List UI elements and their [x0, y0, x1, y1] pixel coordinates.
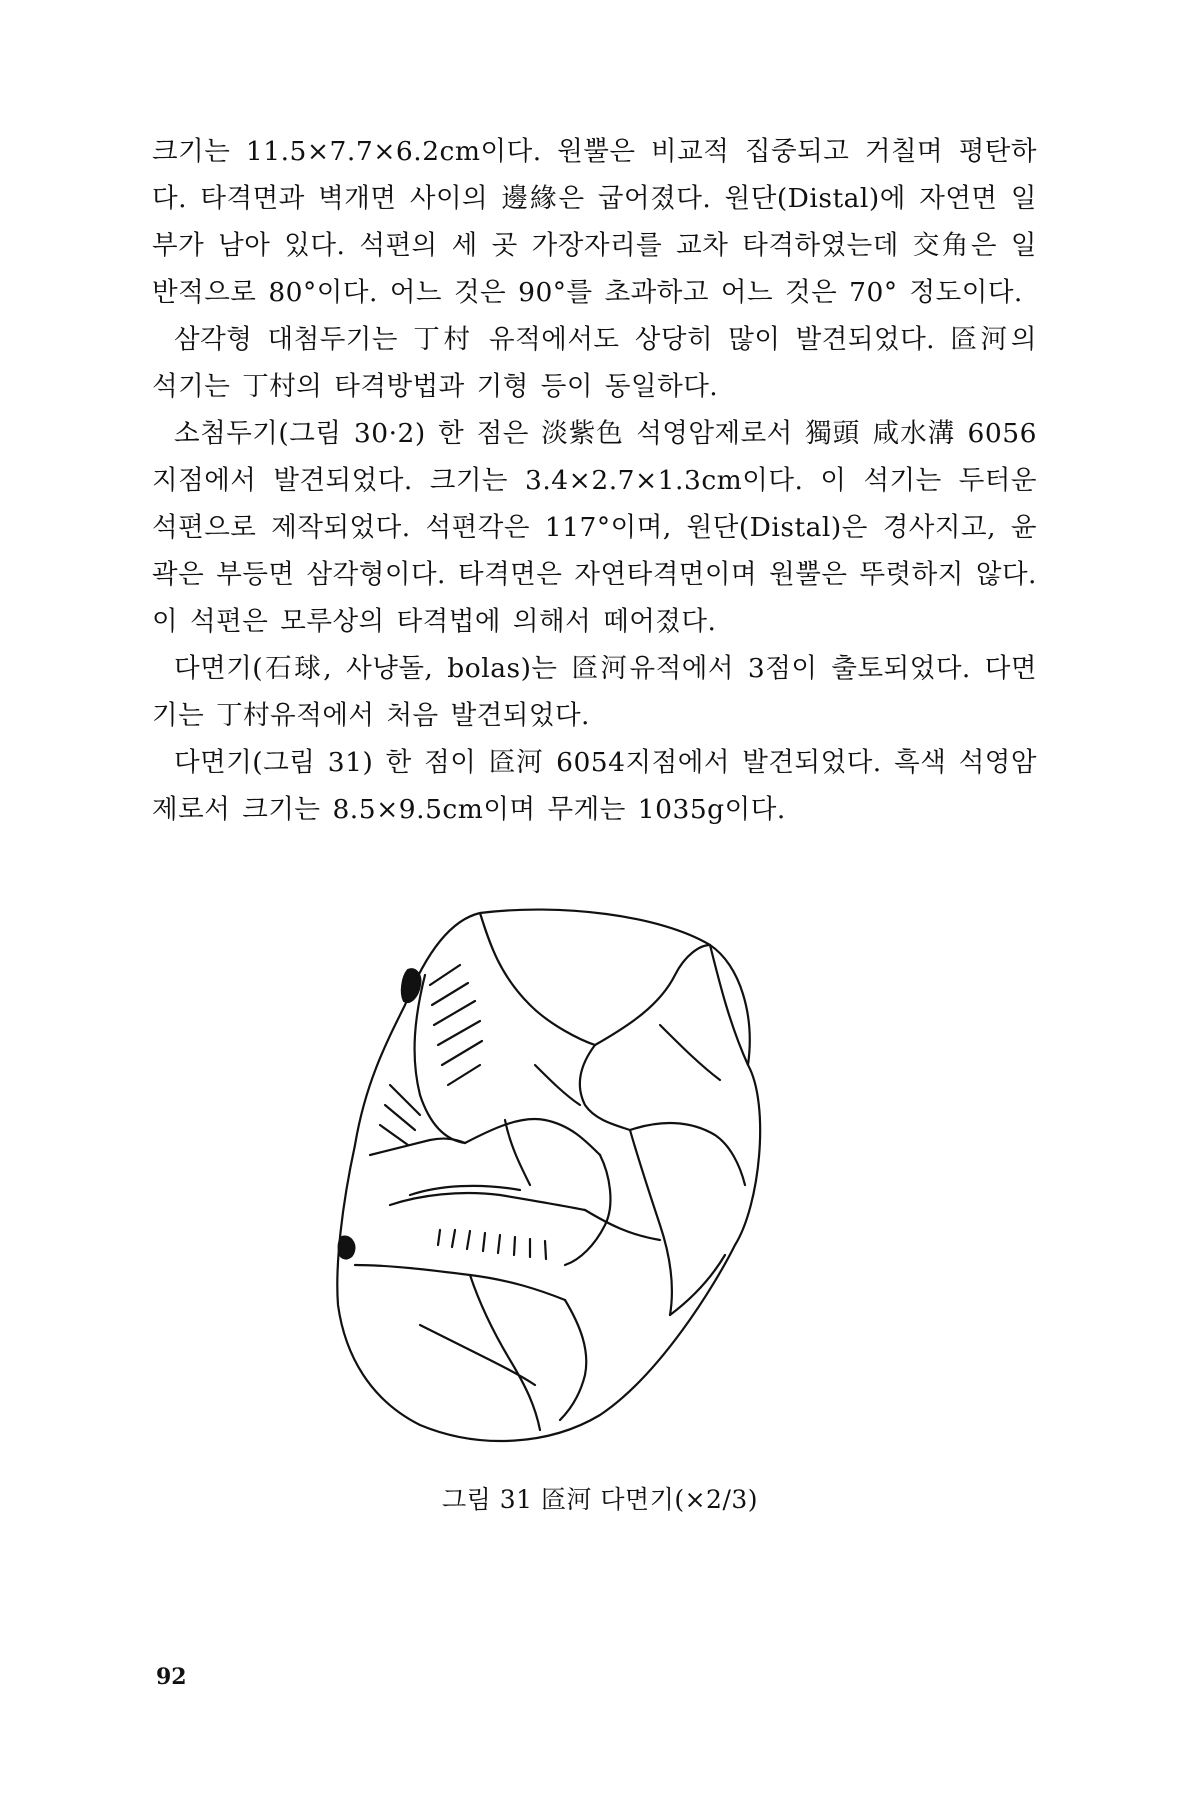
- outline: [337, 910, 760, 1441]
- stone-tool-illustration: [330, 905, 870, 1450]
- paragraph: 다면기(石球, 사냥돌, bolas)는 匼河유적에서 3점이 출토되었다. 다면기는 丁村유적에서 처음 발견되었다.: [152, 653, 1037, 731]
- figure-caption: 그림 31 匼河 다면기(×2/3): [441, 1485, 759, 1514]
- body-text: [152, 128, 1037, 833]
- page-number: 92: [156, 1664, 187, 1690]
- paragraph: 삼각형 대첨두기는 丁村 유적에서도 상당히 많이 발견되었다. 匼河의 석기는 丁村의 타격방법과 기형 등이 동일하다.: [152, 324, 1037, 402]
- paragraph: 다면기(그림 31) 한 점이 匼河 6054지점에서 발견되었다. 흑색 석영암제로서 크기는 8.5×9.5cm이며 무게는 1035g이다.: [152, 747, 1037, 825]
- paragraph: 크기는 11.5×7.7×6.2cm이다. 원뿔은 비교적 집중되고 거칠며 평탄하다. 타격면과 벽개면 사이의 邊緣은 굽어졌다. 원단(Distal)에 자연면 일부가 남아 있다. 석편의 세 곳 가장자리를 교차 타격하였는데 交角은 일반적으로 80°이다. 어느 것은 90°를 초과하고 어느 것은 70° 정도이다.: [152, 136, 1037, 308]
- paragraph: 소첨두기(그림 30·2) 한 점은 淡紫色 석영암제로서 獨頭 咸水溝 6056지점에서 발견되었다. 크기는 3.4×2.7×1.3cm이다. 이 석기는 두터운 석편으로 제작되었다. 석편각은 117°이며, 원단(Distal)은 경사지고, 윤곽은 부등면 삼각형이다. 타격면은 자연타격면이며 원뿔은 뚜렷하지 않다. 이 석편은 모루상의 타격법에 의해서 떼어졌다.: [152, 418, 1037, 637]
